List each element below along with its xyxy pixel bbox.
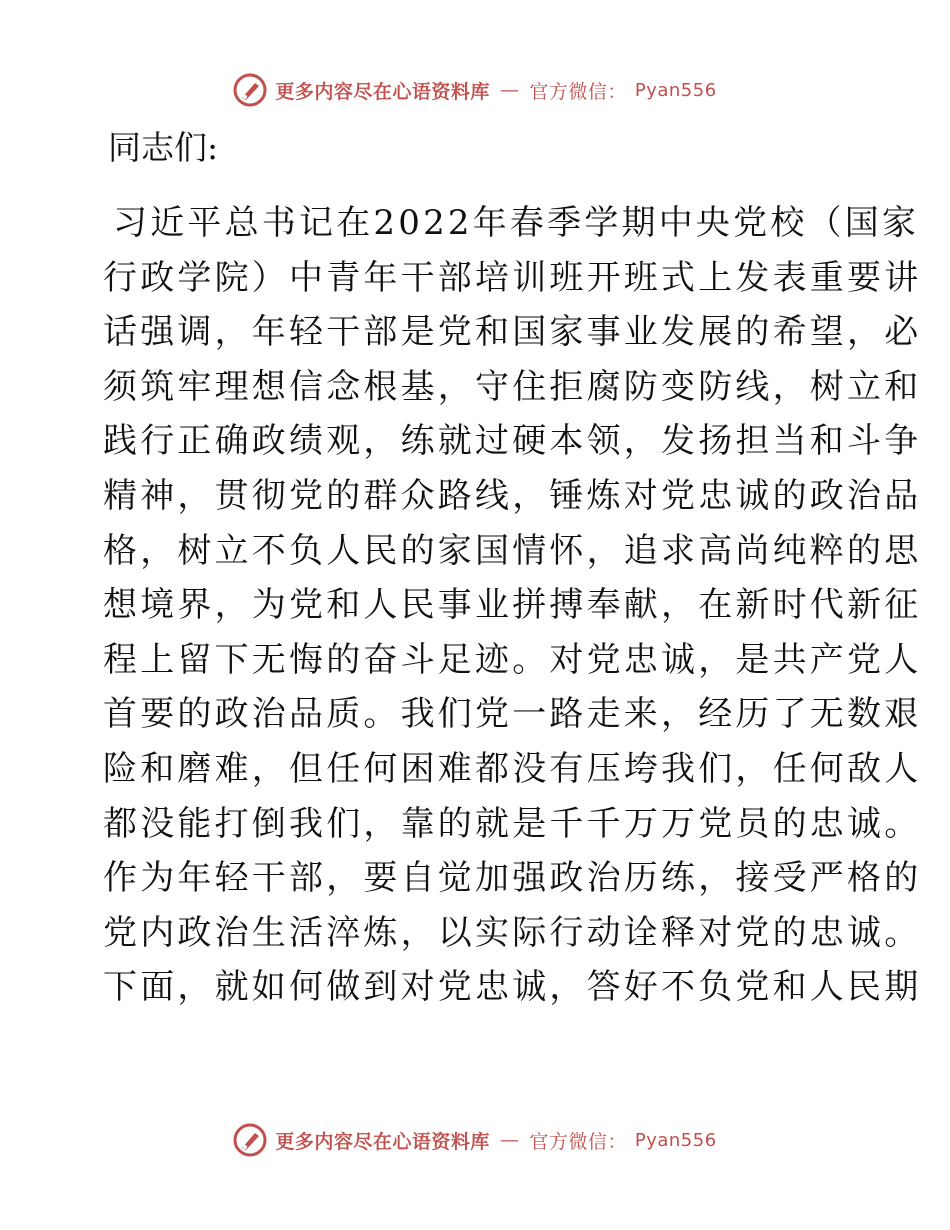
paragraph-line: 险和磨难，但任何困难都没有压垮我们，任何敌人 (103, 748, 922, 789)
paragraph-line: 习近平总书记在2022年春季学期中央党校（国家 (113, 203, 920, 243)
header-banner (0, 70, 950, 110)
banner-text: 更多内容尽在心语资料库 (275, 80, 490, 103)
pen-nib-logo-icon (233, 1123, 267, 1157)
paragraph-line: 行政学院）中青年干部培训班开班式上发表重要讲 (103, 257, 922, 298)
paragraph-line: 作为年轻干部，要自觉加强政治历练，接受严格的 (103, 858, 922, 899)
banner-wechat-id: Pyan556 (634, 79, 717, 101)
paragraph-line: 精神，贯彻党的群众路线，锤炼对党忠诚的政治品 (103, 475, 922, 516)
banner-wechat-label: 官方微信： (529, 80, 627, 103)
paragraph-line: 须筑牢理想信念根基，守住拒腐防变防线，树立和 (103, 366, 922, 407)
banner-text: 更多内容尽在心语资料库 (275, 1130, 490, 1153)
paragraph-line: 想境界，为党和人民事业拼搏奉献，在新时代新征 (103, 585, 922, 626)
body-paragraph (103, 196, 922, 1015)
paragraph-line: 格，树立不负人民的家国情怀，追求高尚纯粹的思 (103, 530, 922, 571)
paragraph-line: 程上留下无悔的奋斗足迹。对党忠诚，是共产党人 (103, 639, 922, 680)
pen-nib-logo-icon (233, 73, 267, 107)
banner-wechat-id: Pyan556 (634, 1129, 717, 1151)
paragraph-line: 践行正确政绩观，练就过硬本领，发扬担当和斗争 (103, 421, 922, 462)
paragraph-line: 都没能打倒我们，靠的就是千千万万党员的忠诚。 (103, 803, 922, 844)
greeting: 同志们: (108, 128, 219, 167)
paragraph-line: 党内政治生活淬炼，以实际行动诠释对党的忠诚。 (103, 912, 922, 953)
banner-dash: — (499, 79, 520, 101)
banner-dash: — (499, 1129, 520, 1151)
paragraph-line: 话强调，年轻干部是党和国家事业发展的希望，必 (103, 312, 922, 353)
paragraph-line: 首要的政治品质。我们党一路走来，经历了无数艰 (103, 694, 922, 735)
banner-wechat-label: 官方微信： (529, 1130, 627, 1153)
paragraph-line: 下面，就如何做到对党忠诚，答好不负党和人民期 (103, 967, 922, 1008)
footer-banner (0, 1120, 950, 1160)
